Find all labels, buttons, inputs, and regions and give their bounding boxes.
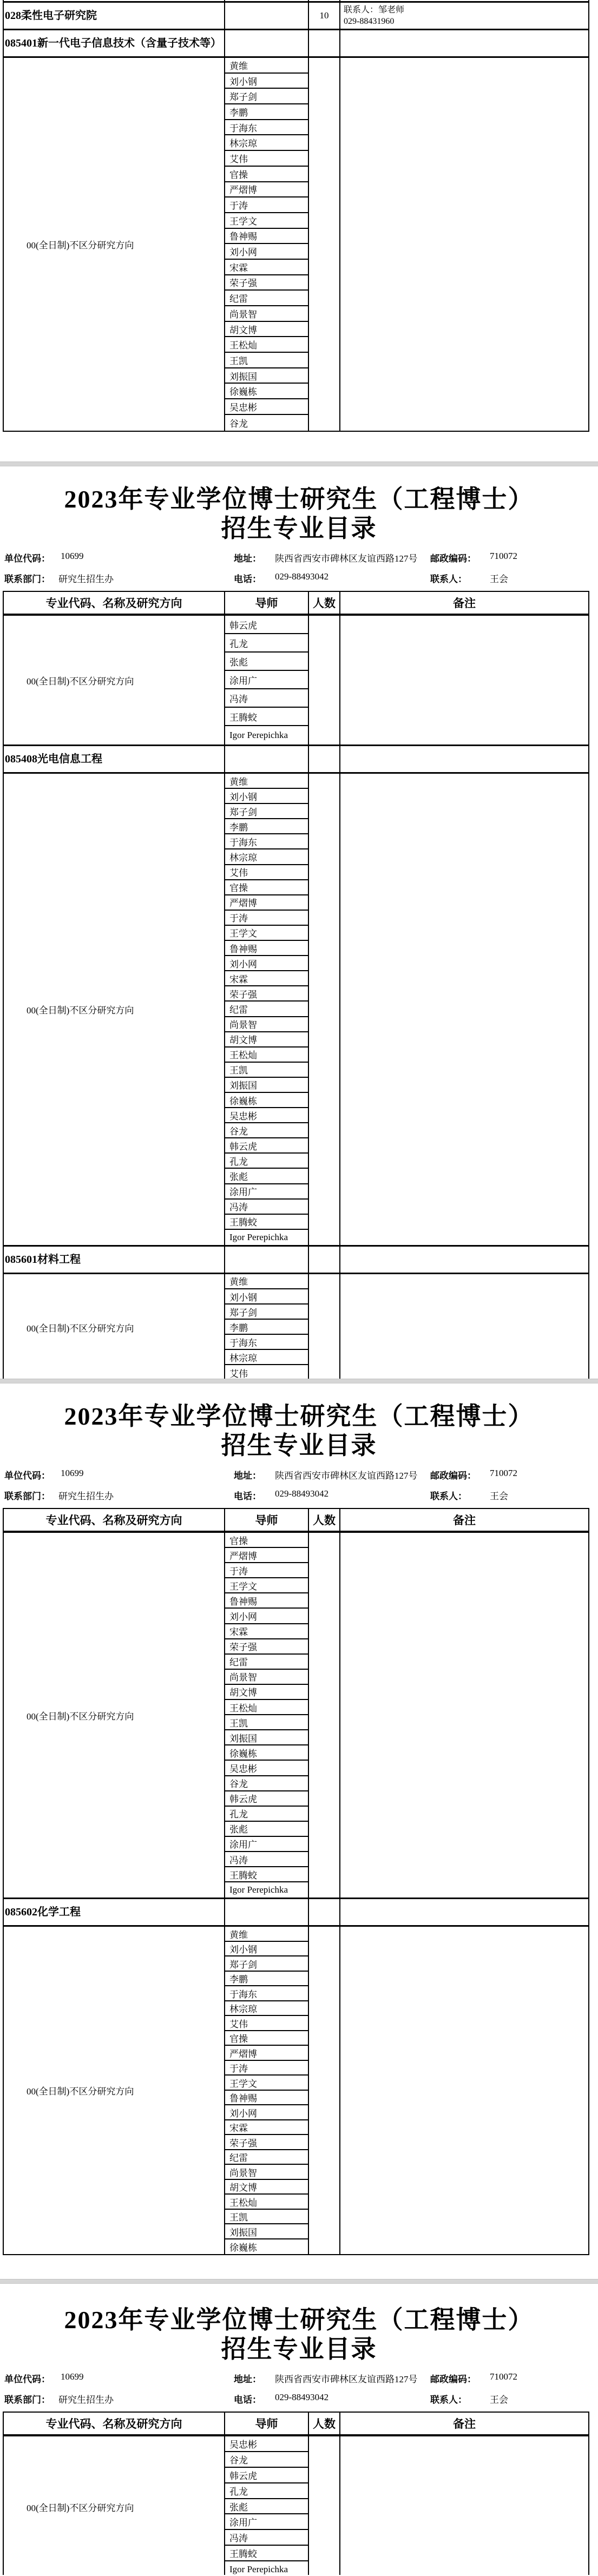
- section-note-cell: [340, 746, 589, 773]
- block-count-cell: [308, 1273, 340, 1379]
- tutor-name: 郑子剑: [225, 804, 308, 819]
- address-label: 地址：: [234, 1471, 261, 1481]
- tutor-name: 纪雷: [225, 1655, 308, 1670]
- tutor-list-cell: [225, 773, 308, 1246]
- section-note-cell: [340, 2, 589, 30]
- postcode-label: 邮政编码：: [430, 1471, 476, 1481]
- header-count-col: 人数: [308, 1508, 340, 1532]
- tutor-name: 韩云虎: [225, 2468, 308, 2483]
- tutor-list-cell: [225, 57, 308, 431]
- tutor-name: 郑子剑: [225, 1305, 308, 1320]
- unit-code-label: 单位代码：: [4, 2374, 50, 2384]
- postcode-value: 710072: [490, 1468, 517, 1478]
- header-major-col: 专业代码、名称及研究方向: [3, 2412, 225, 2435]
- section-code-title: 028柔性电子研究院: [3, 2, 225, 30]
- tutor-name: 尚景智: [225, 2165, 308, 2180]
- tutor-name: 冯涛: [225, 1200, 308, 1215]
- block-count-cell: [308, 2435, 340, 2575]
- research-direction-label: 00(全日制)不区分研究方向: [3, 773, 225, 1246]
- block-note-cell: [340, 615, 589, 746]
- unit-code-label: 单位代码：: [4, 554, 50, 564]
- tutor-name: 韩云虎: [225, 1138, 308, 1154]
- section-count-cell: [308, 1899, 340, 1926]
- tutor-name: 张彪: [225, 2499, 308, 2515]
- unit-code-value: 10699: [61, 2371, 84, 2382]
- tutor-name: 黄维: [225, 1927, 308, 1942]
- tutor-name: 于涛: [225, 2061, 308, 2076]
- postcode-label: 邮政编码：: [430, 554, 476, 564]
- department-value: 研究生招生办: [58, 1491, 114, 1501]
- tutor-name: 王腾蛟: [225, 1215, 308, 1230]
- header-major-col: 专业代码、名称及研究方向: [3, 591, 225, 615]
- tutor-name: 官操: [225, 880, 308, 895]
- block-note-cell: [340, 2435, 589, 2575]
- tutor-name: 吴忠彬: [225, 2436, 308, 2452]
- page-title-line2: 招生专业目录: [221, 515, 377, 542]
- tutor-name: 刘小网: [225, 244, 308, 260]
- tutor-name: 黄维: [225, 58, 308, 74]
- tutor-name: 徐巍栋: [225, 1093, 308, 1108]
- tutor-name: 于海东: [225, 834, 308, 849]
- tutor-name: 张彪: [225, 1822, 308, 1837]
- tutor-name: 宋霖: [225, 260, 308, 275]
- tutor-name: 严熠博: [225, 2046, 308, 2061]
- tutor-name: 徐巍栋: [229, 2243, 257, 2253]
- table-header-row: [3, 591, 589, 615]
- page-3: [0, 1383, 598, 2279]
- tutor-name: 张彪: [225, 653, 308, 671]
- note-line: 029-88431960: [344, 17, 395, 26]
- block-note-cell: [340, 773, 589, 1246]
- tutor-name: 尚景智: [225, 1017, 308, 1032]
- tutor-name: 王松灿: [225, 337, 308, 353]
- phone-value: 029-88493042: [275, 571, 329, 582]
- tutor-name: 冯涛: [225, 1852, 308, 1867]
- direction-block-row: [3, 1273, 589, 1379]
- tutor-name: 刘振国: [225, 1730, 308, 1745]
- page-title-line2: 招生专业目录: [221, 2335, 377, 2363]
- direction-block-row: [3, 57, 589, 431]
- address-label: 地址：: [234, 554, 261, 564]
- tutor-name: 尚景智: [225, 306, 308, 322]
- tutor-name: 鲁神赐: [225, 1593, 308, 1609]
- tutor-name: 涂用广: [225, 1837, 308, 1852]
- department-value: 研究生招生办: [58, 574, 114, 584]
- tutor-name: 于涛: [225, 911, 308, 926]
- address-value: 陕西省西安市碑林区友谊西路127号: [275, 1471, 418, 1481]
- tutor-name: 于涛: [225, 197, 308, 213]
- contact-info-block: [0, 1468, 598, 1501]
- contact-info-block: [0, 551, 598, 584]
- research-direction-label: 00(全日制)不区分研究方向: [3, 57, 225, 431]
- tutor-name: 涂用广: [225, 2514, 308, 2530]
- contact-label: 联系人：: [430, 1491, 467, 1501]
- tutor-name: 尚景智: [225, 1670, 308, 1685]
- table-header-row: [3, 2412, 589, 2435]
- tutor-name: 于海东: [225, 1986, 308, 2001]
- tutor-name: 刘小钢: [225, 789, 308, 804]
- tutor-name: 王学文: [225, 213, 308, 229]
- tutor-name: 李鹏: [225, 1320, 308, 1335]
- tutor-name: 孔龙: [225, 634, 308, 653]
- contact-label: 联系人：: [430, 2395, 467, 2405]
- table-header-row: [3, 1508, 589, 1532]
- tutor-name: 官操: [225, 1533, 308, 1548]
- header-note-col: 备注: [340, 1508, 589, 1532]
- page-separator: [0, 1379, 598, 1383]
- section-tutor-cell-empty: [225, 30, 308, 57]
- tutor-name: 刘小钢: [225, 1289, 308, 1305]
- research-direction-label: 00(全日制)不区分研究方向: [3, 1273, 225, 1379]
- tutor-name: 王凯: [225, 1063, 308, 1078]
- tutor-name: 艾伟: [229, 1369, 248, 1379]
- block-count-cell: [308, 1532, 340, 1899]
- catalog-table: [3, 0, 589, 432]
- tutor-name: 严熠博: [225, 895, 308, 911]
- tutor-name: 韩云虎: [225, 616, 308, 634]
- tutor-name: 严熠博: [225, 1548, 308, 1563]
- tutor-name: 郑子剑: [225, 1956, 308, 1972]
- tutor-name: 纪雷: [225, 1002, 308, 1017]
- section-tutor-cell-empty: [225, 1899, 308, 1926]
- direction-block-row: [3, 2435, 589, 2575]
- tutor-name: 宋霖: [225, 2120, 308, 2136]
- header-major-col: 专业代码、名称及研究方向: [3, 1508, 225, 1532]
- tutor-name: 王松灿: [225, 1700, 308, 1715]
- contact-value: 王会: [490, 1491, 508, 1501]
- tutor-name: 徐巍栋: [225, 1745, 308, 1761]
- info-row: [0, 551, 598, 564]
- tutor-name: 孔龙: [225, 1154, 308, 1169]
- tutor-name: 孔龙: [225, 1807, 308, 1822]
- catalog-table: [3, 1508, 589, 2255]
- tutor-name: Igor Perepichka: [229, 1885, 288, 1895]
- page-title-line2: 招生专业目录: [221, 1432, 377, 1459]
- address-value: 陕西省西安市碑林区友谊西路127号: [275, 2374, 418, 2384]
- tutor-name: Igor Perepichka: [229, 1231, 288, 1242]
- tutor-name: 鲁神赐: [225, 941, 308, 956]
- tutor-name: 王凯: [225, 2210, 308, 2225]
- tutor-name: 李鹏: [225, 1972, 308, 1987]
- catalog-table: [3, 591, 589, 1379]
- tutor-name: 鲁神赐: [225, 229, 308, 245]
- tutor-name: 宋霖: [225, 971, 308, 986]
- tutor-name: Igor Perepichka: [229, 730, 288, 740]
- tutor-list-cell: [225, 615, 308, 746]
- section-tutor-cell-empty: [225, 746, 308, 773]
- page-4: [0, 2284, 598, 2575]
- block-note-cell: [340, 57, 589, 431]
- section-tutor-cell-empty: [225, 1246, 308, 1273]
- tutor-name: 吴忠彬: [225, 399, 308, 415]
- tutor-name: 黄维: [225, 774, 308, 789]
- tutor-name: 胡文博: [225, 2180, 308, 2195]
- section-code-title: 085602化学工程: [3, 1899, 225, 1926]
- header-tutor-col: 导师: [225, 1508, 308, 1532]
- info-row: [0, 2371, 598, 2384]
- direction-block-row: [3, 1926, 589, 2255]
- section-note-cell: [340, 30, 589, 57]
- page-1-table-fragment: [0, 0, 598, 462]
- tutor-list-cell: [225, 1273, 308, 1379]
- tutor-name: 王凯: [225, 353, 308, 368]
- tutor-name: 艾伟: [225, 151, 308, 167]
- tutor-name: 郑子剑: [225, 89, 308, 104]
- page-title-line1: 2023年专业学位博士研究生（工程博士）: [64, 485, 534, 513]
- postcode-value: 710072: [490, 551, 517, 561]
- catalog-section-row: [3, 1899, 589, 1926]
- tutor-name: 胡文博: [225, 1685, 308, 1700]
- tutor-name: 孔龙: [225, 2483, 308, 2499]
- tutor-name: 王腾蛟: [225, 2546, 308, 2561]
- tutor-name: 韩云虎: [225, 1791, 308, 1807]
- note-line: 联系人：邹老师: [344, 5, 405, 15]
- info-row: [0, 2392, 598, 2405]
- tutor-list-cell: [225, 2435, 308, 2575]
- page-2: [0, 466, 598, 1379]
- department-label: 联系部门：: [4, 574, 50, 584]
- tutor-name: 纪雷: [225, 2150, 308, 2165]
- tutor-name: 纪雷: [225, 291, 308, 306]
- section-count-cell: 10: [308, 2, 340, 30]
- tutor-name: 王松灿: [225, 1047, 308, 1063]
- research-direction-label: 00(全日制)不区分研究方向: [3, 2435, 225, 2575]
- tutor-name: 王凯: [225, 1715, 308, 1730]
- tutor-name: 刘小网: [225, 956, 308, 971]
- phone-label: 电话：: [234, 574, 261, 584]
- contact-value: 王会: [490, 2395, 508, 2405]
- tutor-name: 林宗琼: [225, 1350, 308, 1365]
- tutor-name: 鲁神赐: [225, 2091, 308, 2106]
- tutor-name: 宋霖: [225, 1624, 308, 1639]
- direction-block-row: [3, 773, 589, 1246]
- tutor-name: 涂用广: [225, 1184, 308, 1200]
- tutor-list-cell: [225, 1926, 308, 2255]
- tutor-name: 冯涛: [225, 689, 308, 708]
- direction-block-row: [3, 615, 589, 746]
- research-direction-label: 00(全日制)不区分研究方向: [3, 615, 225, 746]
- section-code-title: 085601材料工程: [3, 1246, 225, 1273]
- block-count-cell: [308, 57, 340, 431]
- phone-value: 029-88493042: [275, 1488, 329, 1499]
- header-count-col: 人数: [308, 591, 340, 615]
- page-separator: [0, 2279, 598, 2284]
- page-separator: [0, 462, 598, 466]
- catalog-section-row: [3, 30, 589, 57]
- tutor-name: 徐巍栋: [225, 384, 308, 399]
- tutor-name: 冯涛: [225, 2530, 308, 2546]
- tutor-name: 王学文: [225, 2076, 308, 2091]
- catalog-table: [3, 2412, 589, 2575]
- tutor-name: 刘小网: [225, 2105, 308, 2120]
- tutor-name: 林宗琼: [225, 135, 308, 151]
- tutor-name: Igor Perepichka: [229, 2564, 288, 2574]
- header-count-col: 人数: [308, 2412, 340, 2435]
- tutor-name: 荣子强: [225, 2135, 308, 2150]
- department-value: 研究生招生办: [58, 2395, 114, 2405]
- postcode-label: 邮政编码：: [430, 2374, 476, 2384]
- tutor-name: 王腾蛟: [225, 708, 308, 726]
- page-header: [0, 2305, 598, 2364]
- info-row: [0, 1488, 598, 1501]
- page-title-line1: 2023年专业学位博士研究生（工程博士）: [64, 1402, 534, 1430]
- department-label: 联系部门：: [4, 2395, 50, 2405]
- unit-code-value: 10699: [61, 551, 84, 561]
- tutor-name: 艾伟: [225, 865, 308, 880]
- tutor-name: 刘振国: [225, 368, 308, 384]
- tutor-name: 谷龙: [225, 1776, 308, 1791]
- contact-value: 王会: [490, 574, 508, 584]
- block-note-cell: [340, 1532, 589, 1899]
- section-tutor-cell-empty: [225, 2, 308, 30]
- block-count-cell: [308, 773, 340, 1246]
- address-value: 陕西省西安市碑林区友谊西路127号: [275, 554, 418, 564]
- section-count-cell: [308, 1246, 340, 1273]
- tutor-name: 于海东: [225, 1335, 308, 1350]
- tutor-name: 李鹏: [225, 104, 308, 120]
- info-row: [0, 571, 598, 584]
- contact-label: 联系人：: [430, 574, 467, 584]
- tutor-name: 荣子强: [225, 275, 308, 291]
- header-tutor-col: 导师: [225, 591, 308, 615]
- tutor-name: 刘振国: [225, 2224, 308, 2239]
- tutor-name: 胡文博: [225, 1032, 308, 1047]
- header-tutor-col: 导师: [225, 2412, 308, 2435]
- tutor-name: 王学文: [225, 926, 308, 941]
- postcode-value: 710072: [490, 2371, 517, 2382]
- section-code-title: 085401新一代电子信息技术（含量子技术等）: [3, 30, 225, 57]
- tutor-name: 严熠博: [225, 182, 308, 198]
- tutor-name: 于涛: [225, 1563, 308, 1578]
- tutor-name: 刘振国: [225, 1078, 308, 1093]
- tutor-name: 涂用广: [225, 671, 308, 689]
- contact-info-block: [0, 2371, 598, 2405]
- department-label: 联系部门：: [4, 1491, 50, 1501]
- unit-code-value: 10699: [61, 1468, 84, 1478]
- tutor-name: 谷龙: [225, 1123, 308, 1138]
- page-header: [0, 1402, 598, 1460]
- tutor-list-cell: [225, 1532, 308, 1899]
- tutor-name: 刘小钢: [225, 74, 308, 89]
- research-direction-label: 00(全日制)不区分研究方向: [3, 1532, 225, 1899]
- tutor-name: 王学文: [225, 1578, 308, 1593]
- block-count-cell: [308, 1926, 340, 2255]
- tutor-name: 王松灿: [225, 2195, 308, 2210]
- catalog-section-row: [3, 1246, 589, 1273]
- section-note-cell: [340, 1246, 589, 1273]
- tutor-name: 艾伟: [225, 2016, 308, 2031]
- page-title-line1: 2023年专业学位博士研究生（工程博士）: [64, 2306, 534, 2334]
- tutor-name: 谷龙: [229, 418, 248, 429]
- tutor-name: 李鹏: [225, 819, 308, 834]
- tutor-name: 谷龙: [225, 2452, 308, 2468]
- phone-label: 电话：: [234, 1491, 261, 1501]
- section-note-cell: [340, 1899, 589, 1926]
- page-header: [0, 485, 598, 543]
- tutor-name: 林宗琼: [225, 849, 308, 865]
- section-count-cell: [308, 746, 340, 773]
- phone-label: 电话：: [234, 2395, 261, 2405]
- tutor-name: 荣子强: [225, 1639, 308, 1655]
- block-count-cell: [308, 615, 340, 746]
- unit-code-label: 单位代码：: [4, 1471, 50, 1481]
- info-row: [0, 1468, 598, 1481]
- tutor-name: 张彪: [225, 1169, 308, 1184]
- tutor-name: 官操: [225, 2031, 308, 2046]
- direction-block-row: [3, 1532, 589, 1899]
- block-note-cell: [340, 1926, 589, 2255]
- tutor-name: 黄维: [225, 1274, 308, 1289]
- section-count-cell: [308, 30, 340, 57]
- tutor-name: 吴忠彬: [225, 1108, 308, 1123]
- research-direction-label: 00(全日制)不区分研究方向: [3, 1926, 225, 2255]
- tutor-name: 吴忠彬: [225, 1761, 308, 1776]
- tutor-name: 荣子强: [225, 986, 308, 1002]
- catalog-section-row: [3, 746, 589, 773]
- block-note-cell: [340, 1273, 589, 1379]
- header-note-col: 备注: [340, 2412, 589, 2435]
- address-label: 地址：: [234, 2374, 261, 2384]
- catalog-section-row: [3, 2, 589, 30]
- tutor-name: 官操: [225, 167, 308, 182]
- phone-value: 029-88493042: [275, 2392, 329, 2402]
- tutor-name: 刘小网: [225, 1609, 308, 1624]
- tutor-name: 胡文博: [225, 322, 308, 338]
- section-code-title: 085408光电信息工程: [3, 746, 225, 773]
- tutor-name: 王腾蛟: [225, 1867, 308, 1882]
- tutor-name: 刘小钢: [225, 1942, 308, 1957]
- tutor-name: 于海东: [225, 120, 308, 136]
- tutor-name: 林宗琼: [225, 2001, 308, 2017]
- header-note-col: 备注: [340, 591, 589, 615]
